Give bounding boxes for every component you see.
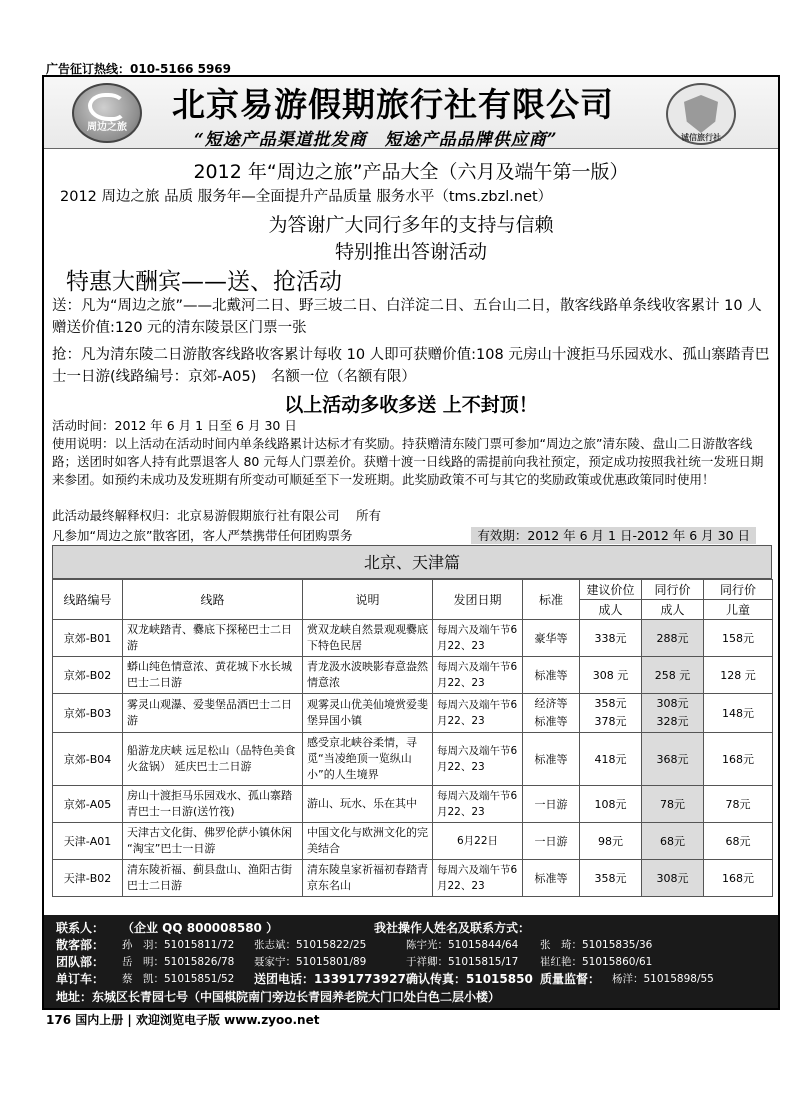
table-row [53, 694, 773, 733]
contact-person: 张志斌：51015822/25 [254, 939, 367, 951]
price-suggest: 418元 [580, 733, 642, 786]
price-child: 68元 [704, 823, 773, 860]
price-suggest: 98元 [580, 823, 642, 860]
price-child: 78元 [704, 786, 773, 823]
table-row [53, 786, 773, 823]
page-frame [42, 75, 780, 1010]
route-desc: 清东陵皇家祈福初春踏青京东名山 [303, 860, 433, 897]
table-row [53, 733, 773, 786]
price-suggest: 338元 [580, 620, 642, 657]
ad-hotline: 广告征订热线：010-5166 5969 [46, 62, 232, 76]
col-adult-1: 成人 [580, 600, 642, 620]
route-code: 京郊-B02 [53, 657, 123, 694]
final-right: 此活动最终解释权归：北京易游假期旅行社有限公司 所有 [52, 508, 381, 523]
price-child: 148元 [704, 694, 773, 733]
slogan: “短途产品渠道批发商 短途产品品牌供应商” [194, 130, 558, 150]
table-row [53, 620, 773, 657]
std-economy: 经济等 [534, 697, 568, 710]
quality-label: 质量监督： [540, 972, 601, 986]
notice-text: 凡参加“周边之旅”散客团，客人严禁携带任何团购票务 [52, 528, 353, 543]
route-std: 豪华等 [523, 620, 580, 657]
contact-person: 张 琦：51015835/36 [540, 939, 653, 951]
company-name: 北京易游假期旅行社有限公司 [172, 85, 614, 124]
route-date: 每周六及端午节6月22、23 [433, 657, 523, 694]
peer-standard: 328元 [656, 715, 689, 728]
price-child: 168元 [704, 860, 773, 897]
route-date: 每周六及端午节6月22、23 [433, 733, 523, 786]
price-peer: 68元 [642, 823, 704, 860]
route-code: 京郊-B04 [53, 733, 123, 786]
header-banner [44, 77, 778, 149]
route-name: 房山十渡拒马乐园戏水、孤山寨踏青巴士一日游(送竹筏) [123, 786, 303, 823]
price-peer: 258 元 [642, 657, 704, 694]
thanks-line-1: 为答谢广大同行多年的支持与信赖 [268, 214, 554, 236]
price-peer: 308元 [642, 860, 704, 897]
route-code: 天津-A01 [53, 823, 123, 860]
route-std [523, 694, 580, 733]
col-std: 标准 [523, 580, 580, 620]
table-row [53, 657, 773, 694]
price-table-section [52, 545, 772, 897]
header-row [53, 580, 773, 600]
col-date: 发团日期 [433, 580, 523, 620]
grab-offer: 抢：凡为清东陵二日游散客线路收客累计每收 10 人即可获赠价值:108 元房山十渡拒马乐园戏水、孤山寨踏青巴士一日游(线路编号：京郊-A05) 名额一位（名额有限） [52, 347, 770, 385]
price-suggest: 358元 [580, 860, 642, 897]
route-desc: 游山、玩水、乐在其中 [303, 786, 433, 823]
badge-text: 诚信旅行社 [681, 133, 721, 142]
route-std: 一日游 [523, 823, 580, 860]
route-desc: 观雾灵山优美仙境赏爱斐堡异国小镇 [303, 694, 433, 733]
send-offer: 送：凡为“周边之旅”——北戴河二日、野三坡二日、白洋淀二日、五台山二日，散客线路单条线收客累计 10 人 赠送价值:120 元的清东陵景区门票一张 [52, 298, 762, 336]
page-title: 2012 年“周边之旅”产品大全（六月及端午第一版） [193, 161, 629, 183]
section-title: 北京、天津篇 [52, 545, 772, 579]
route-desc: 感受京北峡谷柔情，寻觅“当凌绝顶一览纵山小”的人生境界 [303, 733, 433, 786]
contact-person: 蔡 凯：51015851/52 [122, 973, 235, 985]
peer-economy: 308元 [656, 697, 689, 710]
price-peer: 368元 [642, 733, 704, 786]
contact-person: 岳 明：51015826/78 [122, 956, 235, 968]
route-date: 每周六及端午节6月22、23 [433, 620, 523, 657]
ticket-label: 单订车： [56, 972, 105, 986]
route-name: 天津古文化街、佛罗伦萨小镇休闲 “淘宝”巴士一日游 [123, 823, 303, 860]
route-std: 一日游 [523, 786, 580, 823]
price-child: 168元 [704, 733, 773, 786]
route-date: 每周六及端午节6月22、23 [433, 860, 523, 897]
col-adult-2: 成人 [642, 600, 704, 620]
zhoubian-logo [72, 83, 142, 143]
col-peer-child: 同行价 [704, 580, 773, 600]
route-name: 清东陵祈福、蓟县盘山、渔阳古街巴士二日游 [123, 860, 303, 897]
route-code: 京郊-B01 [53, 620, 123, 657]
col-suggest: 建议价位 [580, 580, 642, 600]
contact-person: 陈宇光：51015844/64 [406, 939, 519, 951]
contact-person: 孙 羽：51015811/72 [122, 939, 235, 951]
table-row [53, 823, 773, 860]
route-name: 蟒山纯色情意浓、黄花城下水长城巴士二日游 [123, 657, 303, 694]
route-desc: 中国文化与欧洲文化的完美结合 [303, 823, 433, 860]
price-economy: 358元 [594, 697, 627, 710]
price-suggest: 308 元 [580, 657, 642, 694]
quality-person: 杨洋：51015898/55 [612, 973, 714, 985]
send-phone: 送团电话：13391773927 [254, 972, 406, 986]
notice-line [52, 527, 770, 544]
price-child: 158元 [704, 620, 773, 657]
ops-title: 我社操作人姓名及联系方式： [374, 921, 531, 935]
route-name: 雾灵山观瀑、爱斐堡品酒巴士二日游 [123, 694, 303, 733]
more-offer: 以上活动多收多送 上不封顶！ [284, 394, 538, 416]
team-dept-label: 团队部： [56, 955, 105, 969]
activity-time: 活动时间：2012 年 6 月 1 日至 6 月 30 日 [52, 418, 297, 433]
route-code: 京郊-A05 [53, 786, 123, 823]
integrity-badge [662, 83, 740, 147]
route-std: 标准等 [523, 657, 580, 694]
contact-person: 崔红艳：51015860/61 [540, 956, 653, 968]
route-date: 6月22日 [433, 823, 523, 860]
route-std: 标准等 [523, 860, 580, 897]
route-date: 每周六及端午节6月22、23 [433, 694, 523, 733]
contact-label: 联系人： [56, 921, 105, 935]
confirm-fax: 确认传真：51015850 [406, 972, 533, 986]
route-std: 标准等 [523, 733, 580, 786]
route-code: 京郊-B03 [53, 694, 123, 733]
route-date: 每周六及端午节6月22、23 [433, 786, 523, 823]
swirl-icon [88, 93, 126, 121]
usage-notes: 使用说明：以上活动在活动时间内单条线路累计达标才有奖励。持获赠清东陵门票可参加“周边之旅”清东陵、盘山二日游散客线路；送团时如客人持有此票退客人 80 元每人门票差价。获赠十渡一日线路的需提前向我社预定，预定成功按照我社统一发班日期来参团。如预约未成功及发班期有所变动可顺延至下一发班期。此奖励政策不可与其它的奖励政策或优惠政策同时使用！ [52, 436, 764, 487]
contact-footer [44, 915, 778, 1008]
std-standard: 标准等 [534, 715, 568, 728]
price-suggest [580, 694, 642, 733]
table-row [53, 860, 773, 897]
price-peer: 78元 [642, 786, 704, 823]
price-table [52, 579, 773, 897]
contact-person: 于祥卿：51015815/17 [406, 956, 519, 968]
thanks-line-2: 特别推出答谢活动 [334, 241, 487, 263]
price-standard: 378元 [594, 715, 627, 728]
route-name: 船游龙庆峡 远足松山（品特色美食火盆锅） 延庆巴士二日游 [123, 733, 303, 786]
price-child: 128 元 [704, 657, 773, 694]
subtitle: 2012 周边之旅 品质 服务年—全面提升产品质量 服务水平（tms.zbzl.net） [60, 189, 553, 205]
route-desc: 赏双龙峡自然景观观爨底下特色民居 [303, 620, 433, 657]
validity-badge: 有效期：2012 年 6 月 1 日-2012 年 6 月 30 日 [471, 527, 756, 544]
route-name: 双龙峡踏青、爨底下探秘巴士二日游 [123, 620, 303, 657]
route-code: 天津-B02 [53, 860, 123, 897]
price-suggest: 108元 [580, 786, 642, 823]
enterprise-qq: （企业 QQ 800008580 ） [122, 921, 279, 935]
col-route: 线路 [123, 580, 303, 620]
price-peer [642, 694, 704, 733]
contact-person: 聂家宁：51015801/89 [254, 956, 367, 968]
col-desc: 说明 [303, 580, 433, 620]
address: 地址：东城区长青园七号（中国棋院南门旁边长青园养老院大门口处白色二层小楼） [56, 990, 501, 1004]
col-code: 线路编号 [53, 580, 123, 620]
route-desc: 青龙汲水波映影春意盎然情意浓 [303, 657, 433, 694]
col-peer: 同行价 [642, 580, 704, 600]
page-footer: 176 国内上册 | 欢迎浏览电子版 www.zyoo.net [46, 1013, 320, 1027]
scatter-dept-label: 散客部： [56, 938, 105, 952]
price-peer: 288元 [642, 620, 704, 657]
logo-text: 周边之旅 [87, 122, 127, 133]
col-child: 儿童 [704, 600, 773, 620]
promo-heading: 特惠大酬宾——送、抢活动 [66, 269, 342, 295]
